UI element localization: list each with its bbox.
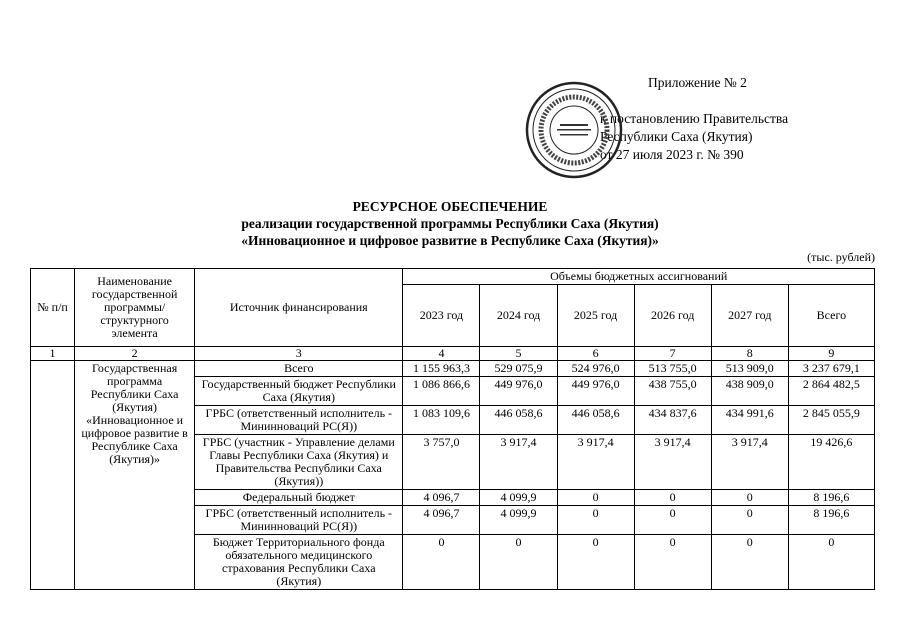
value-cell: 0 <box>403 535 480 590</box>
value-cell: 1 086 866,6 <box>403 377 480 406</box>
index-cell: 1 <box>31 347 75 361</box>
value-cell: 4 099,9 <box>480 506 557 535</box>
value-cell: 3 237 679,1 <box>788 361 874 377</box>
header-source: Источник финансирования <box>195 269 403 347</box>
value-cell: 0 <box>711 506 788 535</box>
value-cell: 4 096,7 <box>403 490 480 506</box>
value-cell: 0 <box>711 490 788 506</box>
value-cell: 0 <box>711 535 788 590</box>
title-line-1: РЕСУРСНОЕ ОБЕСПЕЧЕНИЕ <box>352 199 548 214</box>
value-cell: 449 976,0 <box>480 377 557 406</box>
value-cell: 513 755,0 <box>634 361 711 377</box>
value-cell: 0 <box>634 535 711 590</box>
value-cell: 0 <box>557 490 634 506</box>
value-cell: 438 909,0 <box>711 377 788 406</box>
index-cell: 8 <box>711 347 788 361</box>
value-cell: 3 917,4 <box>557 435 634 490</box>
units-label: (тыс. рублей) <box>807 250 875 264</box>
value-cell: 2 845 055,9 <box>788 406 874 435</box>
source-cell: ГРБС (участник - Управление делами Главы Республики Саха (Якутия) и Правительства Республики Саха (Якутия)) <box>195 435 403 490</box>
header-year: 2027 год <box>711 285 788 347</box>
value-cell: 446 058,6 <box>557 406 634 435</box>
resource-table <box>30 268 875 590</box>
appendix-block <box>600 74 840 164</box>
header-year: 2023 год <box>403 285 480 347</box>
value-cell: 0 <box>788 535 874 590</box>
value-cell: 0 <box>480 535 557 590</box>
title-line-2: реализации государственной программы Республики Саха (Якутия) <box>241 216 659 231</box>
value-cell: 434 991,6 <box>711 406 788 435</box>
appendix-date: от 27 июля 2023 г. № 390 <box>600 147 744 162</box>
index-cell: 6 <box>557 347 634 361</box>
row-number-cell <box>31 361 75 590</box>
value-cell: 8 196,6 <box>788 506 874 535</box>
value-cell: 0 <box>557 535 634 590</box>
value-cell: 449 976,0 <box>557 377 634 406</box>
value-cell: 2 864 482,5 <box>788 377 874 406</box>
value-cell: 0 <box>634 490 711 506</box>
value-cell: 3 917,4 <box>480 435 557 490</box>
source-cell: Бюджет Территориального фонда обязательного медицинского страхования Республики Саха (Якутия) <box>195 535 403 590</box>
value-cell: 19 426,6 <box>788 435 874 490</box>
value-cell: 446 058,6 <box>480 406 557 435</box>
value-cell: 4 096,7 <box>403 506 480 535</box>
index-cell: 4 <box>403 347 480 361</box>
official-seal-stamp <box>524 80 624 180</box>
header-year: 2024 год <box>480 285 557 347</box>
source-cell: Всего <box>195 361 403 377</box>
source-cell: Федеральный бюджет <box>195 490 403 506</box>
header-total: Всего <box>788 285 874 347</box>
header-name: Наименование государственной программы/ структурного элемента <box>75 269 195 347</box>
value-cell: 0 <box>634 506 711 535</box>
header-year: 2025 год <box>557 285 634 347</box>
document-title <box>140 198 760 249</box>
value-cell: 3 757,0 <box>403 435 480 490</box>
value-cell: 529 075,9 <box>480 361 557 377</box>
source-cell: ГРБС (ответственный исполнитель - Мининноваций РС(Я)) <box>195 406 403 435</box>
value-cell: 434 837,6 <box>634 406 711 435</box>
program-name-cell: Государственная программа Республики Саха (Якутия) «Инновационное и цифровое развитие в Республике Саха (Якутия)» <box>75 361 195 590</box>
header-num: № п/п <box>31 269 75 347</box>
appendix-number: Приложение № 2 <box>648 75 747 90</box>
index-cell: 9 <box>788 347 874 361</box>
title-line-3: «Инновационное и цифровое развитие в Республике Саха (Якутия)» <box>241 233 659 248</box>
value-cell: 513 909,0 <box>711 361 788 377</box>
header-group: Объемы бюджетных ассигнований <box>403 269 875 285</box>
value-cell: 1 083 109,6 <box>403 406 480 435</box>
value-cell: 1 155 963,3 <box>403 361 480 377</box>
source-cell: ГРБС (ответственный исполнитель - Мининноваций РС(Я)) <box>195 506 403 535</box>
table-row <box>31 361 875 377</box>
index-cell: 3 <box>195 347 403 361</box>
index-cell: 2 <box>75 347 195 361</box>
index-cell: 7 <box>634 347 711 361</box>
source-cell: Государственный бюджет Республики Саха (Якутия) <box>195 377 403 406</box>
value-cell: 3 917,4 <box>634 435 711 490</box>
index-cell: 5 <box>480 347 557 361</box>
value-cell: 8 196,6 <box>788 490 874 506</box>
header-year: 2026 год <box>634 285 711 347</box>
value-cell: 524 976,0 <box>557 361 634 377</box>
value-cell: 3 917,4 <box>711 435 788 490</box>
appendix-republic: Республики Саха (Якутия) <box>600 129 753 144</box>
value-cell: 0 <box>557 506 634 535</box>
value-cell: 4 099,9 <box>480 490 557 506</box>
index-row <box>31 347 875 361</box>
value-cell: 438 755,0 <box>634 377 711 406</box>
appendix-decree: к постановлению Правительства <box>600 111 789 126</box>
